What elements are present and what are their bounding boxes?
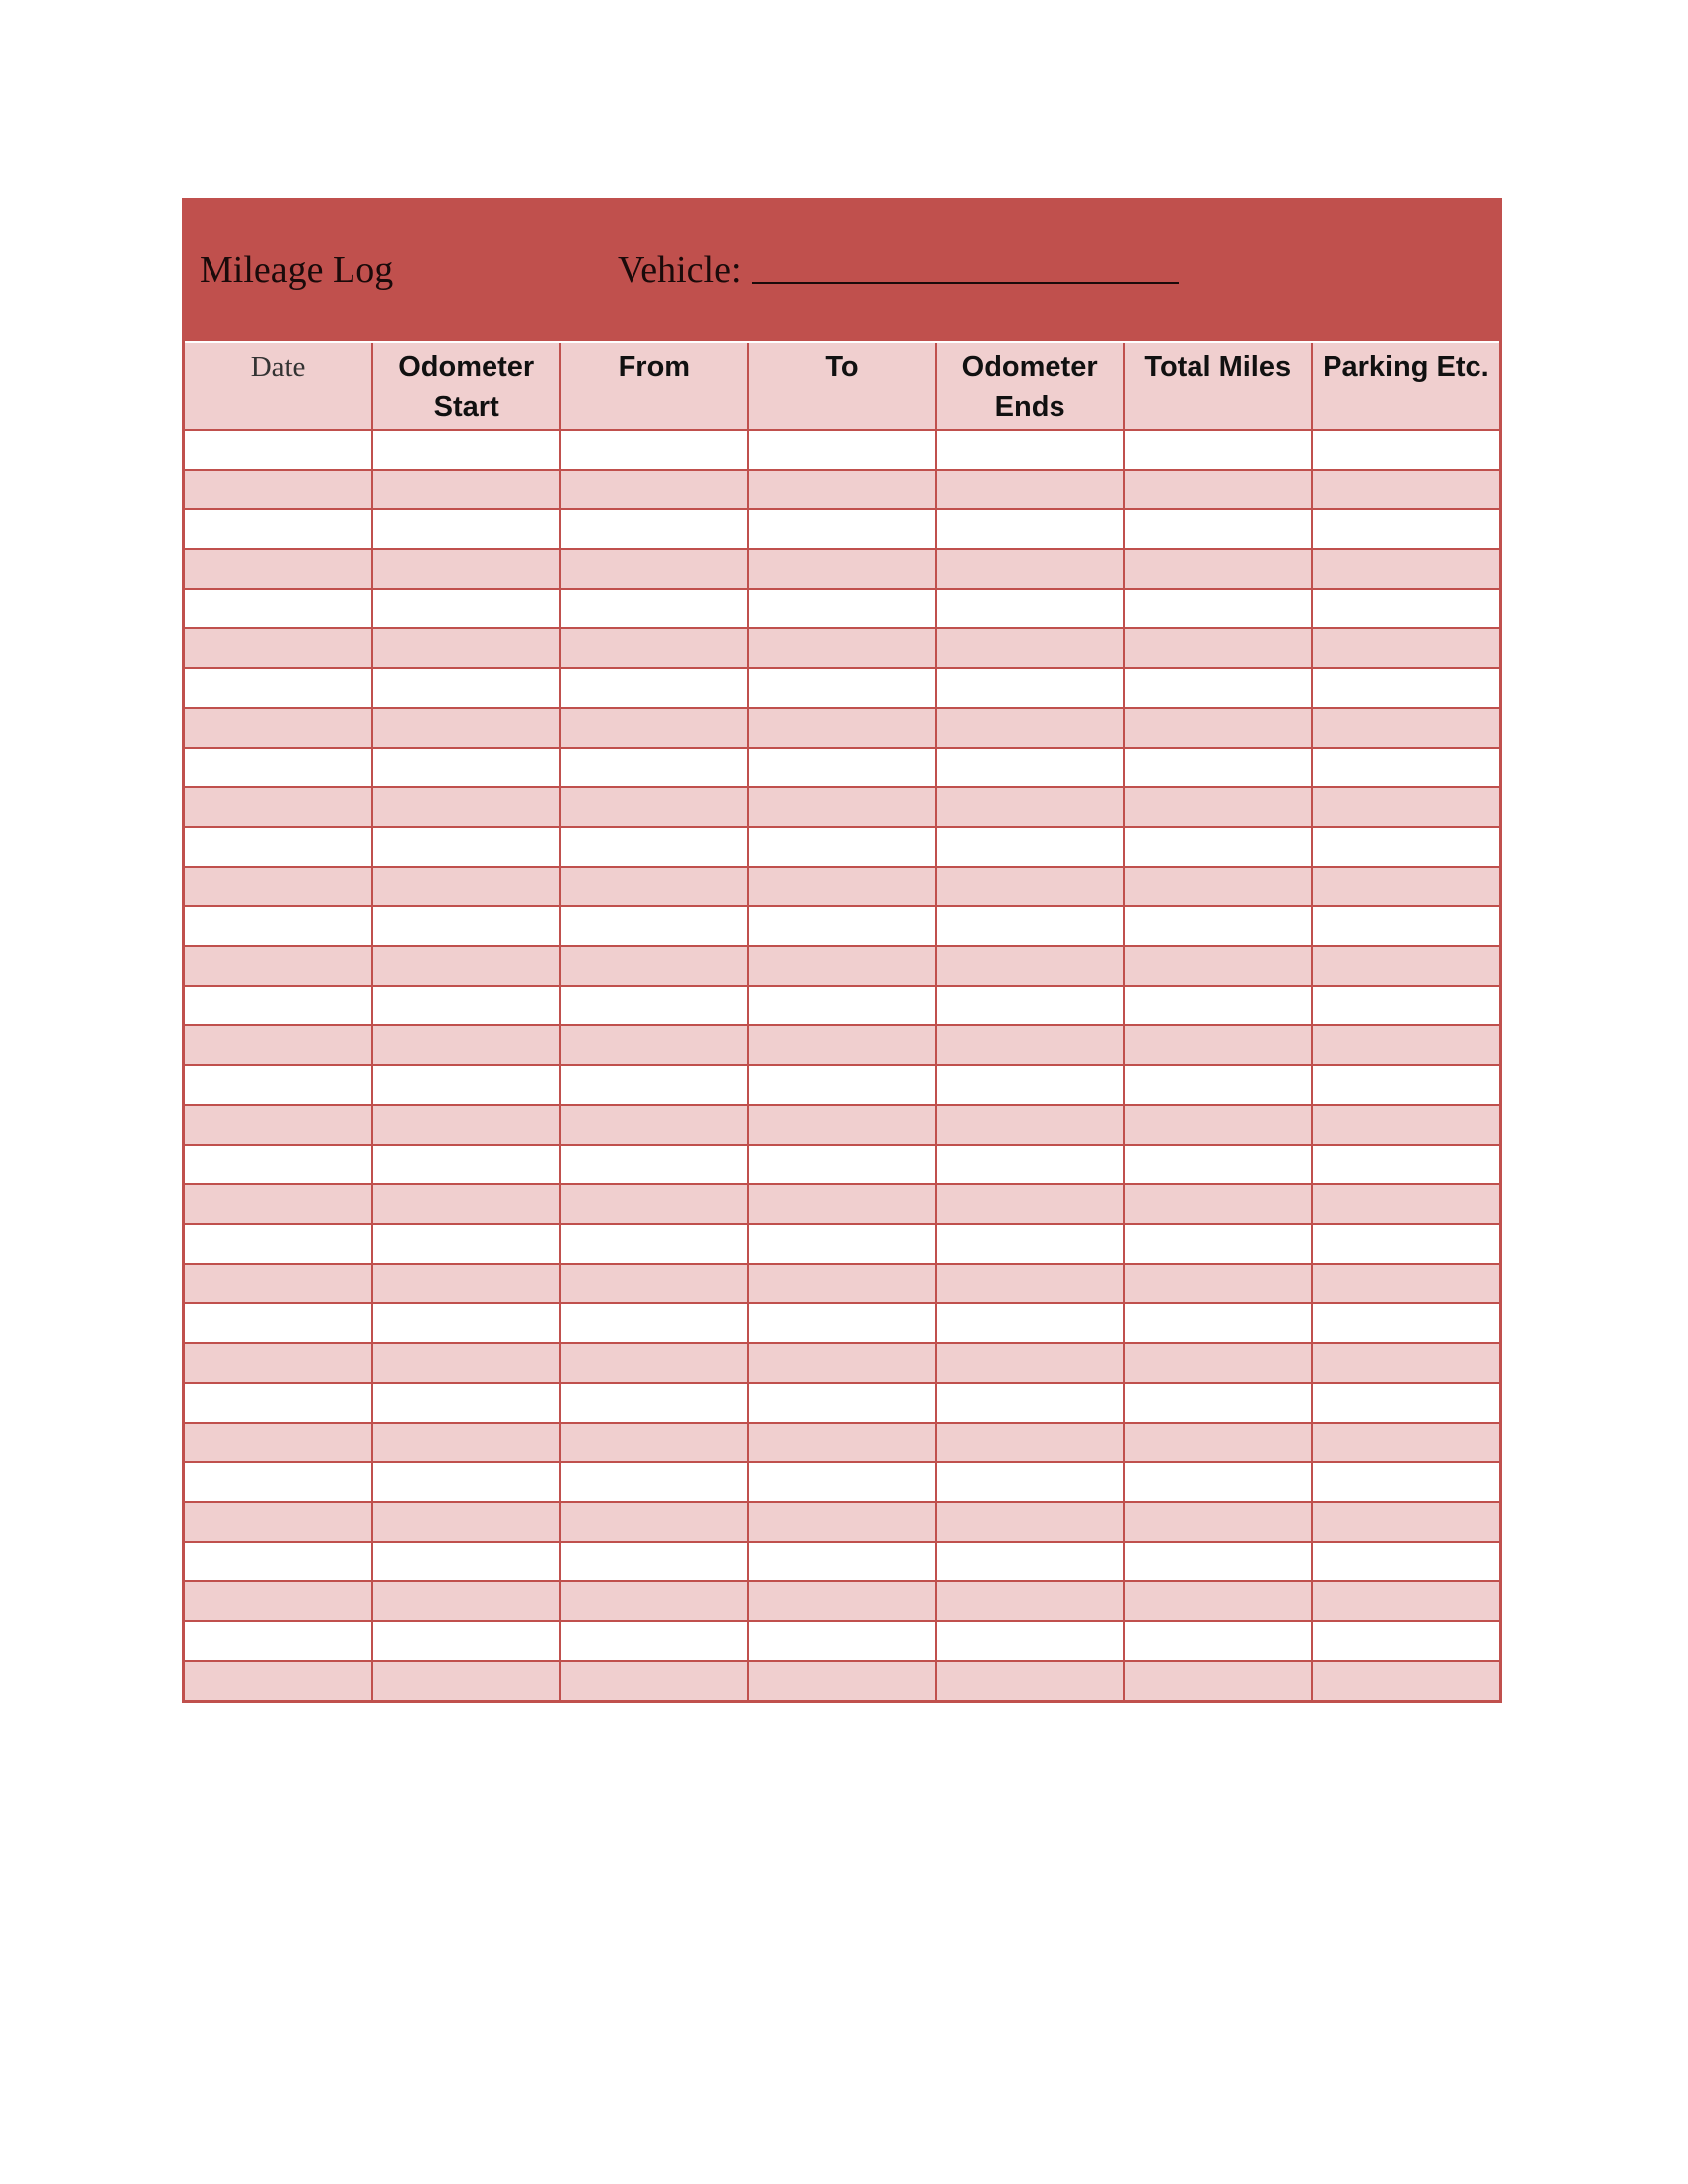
table-cell[interactable] (560, 509, 748, 549)
table-cell[interactable] (560, 1145, 748, 1184)
table-cell[interactable] (1124, 1621, 1312, 1661)
table-cell[interactable] (748, 906, 935, 946)
table-cell[interactable] (185, 1303, 372, 1343)
table-cell[interactable] (1124, 1542, 1312, 1581)
table-row (185, 1542, 1499, 1581)
table-cell[interactable] (936, 1581, 1124, 1621)
table-cell[interactable] (748, 509, 935, 549)
vehicle-blank-line[interactable] (752, 282, 1179, 284)
table-cell[interactable] (748, 1542, 935, 1581)
table-cell[interactable] (936, 1621, 1124, 1661)
table-cell[interactable] (1124, 827, 1312, 867)
table-row (185, 1621, 1499, 1661)
table-cell[interactable] (372, 1383, 560, 1423)
table-cell[interactable] (560, 708, 748, 748)
table-cell[interactable] (1312, 549, 1499, 589)
table-cell[interactable] (372, 1184, 560, 1224)
table-cell[interactable] (1312, 1661, 1499, 1700)
table-cell[interactable] (748, 470, 935, 509)
table-cell[interactable] (1312, 1383, 1499, 1423)
table-cell[interactable] (372, 827, 560, 867)
table-cell[interactable] (1312, 1184, 1499, 1224)
table-cell[interactable] (185, 1145, 372, 1184)
table-cell[interactable] (560, 1224, 748, 1264)
table-cell[interactable] (1312, 628, 1499, 668)
table-cell[interactable] (936, 1383, 1124, 1423)
table-row (185, 509, 1499, 549)
table-cell[interactable] (560, 748, 748, 787)
table-row (185, 1264, 1499, 1303)
table-cell[interactable] (372, 1621, 560, 1661)
table-cell[interactable] (185, 986, 372, 1025)
table-cell[interactable] (185, 1581, 372, 1621)
table-row (185, 1105, 1499, 1145)
table-cell[interactable] (560, 946, 748, 986)
table-cell[interactable] (560, 1065, 748, 1105)
table-row (185, 668, 1499, 708)
mileage-table (185, 343, 1499, 1700)
table-cell[interactable] (560, 787, 748, 827)
table-cell[interactable] (560, 1105, 748, 1145)
table-cell[interactable] (748, 867, 935, 906)
table-row (185, 549, 1499, 589)
table-cell[interactable] (1124, 1184, 1312, 1224)
table-cell[interactable] (372, 589, 560, 628)
table-row (185, 946, 1499, 986)
table-cell[interactable] (1124, 509, 1312, 549)
table-cell[interactable] (1124, 946, 1312, 986)
column-header-odometer-ends: Odometer Ends (936, 343, 1124, 430)
table-cell[interactable] (936, 1462, 1124, 1502)
table-cell[interactable] (1312, 986, 1499, 1025)
table-cell[interactable] (372, 1581, 560, 1621)
mileage-log-sheet (182, 198, 1502, 1703)
table-cell[interactable] (372, 1025, 560, 1065)
table-cell[interactable] (1124, 1462, 1312, 1502)
table-cell[interactable] (372, 748, 560, 787)
table-cell[interactable] (1312, 589, 1499, 628)
table-cell[interactable] (560, 1025, 748, 1065)
table-cell[interactable] (1312, 748, 1499, 787)
table-cell[interactable] (936, 1502, 1124, 1542)
table-cell[interactable] (936, 1303, 1124, 1343)
table-cell[interactable] (1124, 708, 1312, 748)
table-cell[interactable] (1312, 1224, 1499, 1264)
table-row (185, 1581, 1499, 1621)
table-cell[interactable] (748, 1145, 935, 1184)
table-cell[interactable] (560, 1303, 748, 1343)
table-cell[interactable] (560, 549, 748, 589)
log-rows (185, 430, 1499, 1700)
table-cell[interactable] (1312, 1502, 1499, 1542)
table-cell[interactable] (748, 708, 935, 748)
table-cell[interactable] (560, 1264, 748, 1303)
table-cell[interactable] (1124, 549, 1312, 589)
table-cell[interactable] (372, 1224, 560, 1264)
table-cell[interactable] (560, 1343, 748, 1383)
table-cell[interactable] (748, 1343, 935, 1383)
table-cell[interactable] (372, 1502, 560, 1542)
table-cell[interactable] (748, 589, 935, 628)
table-cell[interactable] (748, 1184, 935, 1224)
table-row (185, 1502, 1499, 1542)
table-cell[interactable] (1124, 589, 1312, 628)
table-cell[interactable] (748, 946, 935, 986)
table-cell[interactable] (1312, 867, 1499, 906)
table-row (185, 827, 1499, 867)
table-cell[interactable] (936, 1423, 1124, 1462)
table-cell[interactable] (1124, 1661, 1312, 1700)
table-cell[interactable] (185, 1462, 372, 1502)
table-cell[interactable] (748, 1621, 935, 1661)
table-cell[interactable] (372, 1264, 560, 1303)
table-cell[interactable] (936, 1105, 1124, 1145)
table-cell[interactable] (936, 1184, 1124, 1224)
table-cell[interactable] (372, 470, 560, 509)
table-cell[interactable] (185, 1025, 372, 1065)
table-row (185, 787, 1499, 827)
table-cell[interactable] (748, 1423, 935, 1462)
table-cell[interactable] (1124, 1264, 1312, 1303)
table-cell[interactable] (1312, 827, 1499, 867)
table-cell[interactable] (1124, 748, 1312, 787)
table-row (185, 430, 1499, 470)
table-row (185, 1184, 1499, 1224)
table-cell[interactable] (372, 1462, 560, 1502)
table-cell[interactable] (560, 1621, 748, 1661)
table-cell[interactable] (1312, 1025, 1499, 1065)
table-cell[interactable] (372, 1343, 560, 1383)
table-cell[interactable] (936, 668, 1124, 708)
table-cell[interactable] (1124, 430, 1312, 470)
table-cell[interactable] (560, 589, 748, 628)
table-cell[interactable] (748, 1303, 935, 1343)
table-cell[interactable] (372, 668, 560, 708)
table-cell[interactable] (748, 1264, 935, 1303)
table-cell[interactable] (185, 708, 372, 748)
table-cell[interactable] (1124, 986, 1312, 1025)
table-cell[interactable] (185, 668, 372, 708)
table-cell[interactable] (936, 628, 1124, 668)
table-cell[interactable] (1124, 628, 1312, 668)
table-cell[interactable] (936, 509, 1124, 549)
table-cell[interactable] (936, 1025, 1124, 1065)
table-cell[interactable] (560, 867, 748, 906)
table-cell[interactable] (1312, 1462, 1499, 1502)
table-cell[interactable] (372, 509, 560, 549)
table-cell[interactable] (185, 906, 372, 946)
table-cell[interactable] (560, 827, 748, 867)
table-cell[interactable] (372, 549, 560, 589)
table-cell[interactable] (372, 1542, 560, 1581)
table-cell[interactable] (936, 1542, 1124, 1581)
table-cell[interactable] (1124, 1105, 1312, 1145)
table-cell[interactable] (185, 1542, 372, 1581)
table-cell[interactable] (560, 1502, 748, 1542)
table-cell[interactable] (372, 867, 560, 906)
table-cell[interactable] (372, 430, 560, 470)
table-row (185, 1025, 1499, 1065)
table-cell[interactable] (748, 1105, 935, 1145)
table-row (185, 1303, 1499, 1343)
table-cell[interactable] (1312, 708, 1499, 748)
table-row (185, 589, 1499, 628)
table-cell[interactable] (748, 1383, 935, 1423)
header-row (185, 343, 1499, 430)
table-cell[interactable] (185, 748, 372, 787)
table-cell[interactable] (560, 1383, 748, 1423)
table-cell[interactable] (560, 906, 748, 946)
table-row (185, 1224, 1499, 1264)
table-cell[interactable] (560, 1462, 748, 1502)
table-cell[interactable] (936, 1661, 1124, 1700)
table-row (185, 906, 1499, 946)
table-cell[interactable] (1124, 668, 1312, 708)
table-cell[interactable] (560, 1423, 748, 1462)
table-cell[interactable] (560, 986, 748, 1025)
table-cell[interactable] (1124, 1025, 1312, 1065)
table-cell[interactable] (185, 1105, 372, 1145)
table-cell[interactable] (185, 867, 372, 906)
table-cell[interactable] (1124, 867, 1312, 906)
table-cell[interactable] (1124, 1145, 1312, 1184)
table-cell[interactable] (1124, 906, 1312, 946)
table-cell[interactable] (372, 708, 560, 748)
table-cell[interactable] (1124, 1502, 1312, 1542)
table-cell[interactable] (936, 787, 1124, 827)
table-row (185, 1661, 1499, 1700)
table-cell[interactable] (748, 668, 935, 708)
column-header-from: From (560, 343, 748, 430)
table-row (185, 1145, 1499, 1184)
table-cell[interactable] (748, 748, 935, 787)
table-cell[interactable] (1124, 1383, 1312, 1423)
table-cell[interactable] (936, 589, 1124, 628)
table-cell[interactable] (748, 430, 935, 470)
table-row (185, 1462, 1499, 1502)
table-cell[interactable] (1312, 1303, 1499, 1343)
table-cell[interactable] (1124, 787, 1312, 827)
table-cell[interactable] (185, 549, 372, 589)
table-cell[interactable] (748, 1581, 935, 1621)
table-cell[interactable] (936, 867, 1124, 906)
table-cell[interactable] (936, 1264, 1124, 1303)
table-cell[interactable] (185, 430, 372, 470)
table-cell[interactable] (1124, 1581, 1312, 1621)
table-cell[interactable] (372, 906, 560, 946)
table-cell[interactable] (748, 628, 935, 668)
table-row (185, 1423, 1499, 1462)
table-cell[interactable] (185, 946, 372, 986)
table-cell[interactable] (372, 787, 560, 827)
table-cell[interactable] (748, 1502, 935, 1542)
table-row (185, 708, 1499, 748)
table-cell[interactable] (936, 708, 1124, 748)
table-cell[interactable] (1124, 470, 1312, 509)
table-row (185, 1343, 1499, 1383)
table-cell[interactable] (185, 1423, 372, 1462)
table-cell[interactable] (1312, 1264, 1499, 1303)
table-cell[interactable] (185, 1661, 372, 1700)
table-cell[interactable] (936, 906, 1124, 946)
table-cell[interactable] (1312, 1065, 1499, 1105)
column-header-date: Date (185, 343, 372, 430)
table-cell[interactable] (1124, 1343, 1312, 1383)
table-cell[interactable] (748, 827, 935, 867)
table-cell[interactable] (560, 1661, 748, 1700)
table-cell[interactable] (1124, 1224, 1312, 1264)
table-cell[interactable] (185, 509, 372, 549)
table-row (185, 867, 1499, 906)
table-cell[interactable] (1312, 1145, 1499, 1184)
table-cell[interactable] (185, 1065, 372, 1105)
table-row (185, 986, 1499, 1025)
table-cell[interactable] (1312, 1621, 1499, 1661)
table-cell[interactable] (372, 1423, 560, 1462)
table-cell[interactable] (936, 946, 1124, 986)
table-cell[interactable] (748, 549, 935, 589)
table-cell[interactable] (372, 1303, 560, 1343)
table-cell[interactable] (185, 1264, 372, 1303)
table-cell[interactable] (372, 1065, 560, 1105)
table-row (185, 1383, 1499, 1423)
table-cell[interactable] (936, 1224, 1124, 1264)
table-cell[interactable] (185, 470, 372, 509)
table-cell[interactable] (936, 1065, 1124, 1105)
table-row (185, 628, 1499, 668)
table-cell[interactable] (1312, 1542, 1499, 1581)
table-cell[interactable] (748, 1224, 935, 1264)
table-cell[interactable] (372, 1661, 560, 1700)
table-cell[interactable] (1312, 1105, 1499, 1145)
table-cell[interactable] (748, 787, 935, 827)
table-row (185, 470, 1499, 509)
table-cell[interactable] (748, 986, 935, 1025)
table-cell[interactable] (1312, 906, 1499, 946)
table-cell[interactable] (936, 1343, 1124, 1383)
table-cell[interactable] (185, 1383, 372, 1423)
title-banner (185, 201, 1499, 343)
table-row (185, 748, 1499, 787)
table-cell[interactable] (1124, 1303, 1312, 1343)
table-cell[interactable] (185, 787, 372, 827)
table-cell[interactable] (372, 1145, 560, 1184)
table-cell[interactable] (1312, 1343, 1499, 1383)
table-cell[interactable] (936, 430, 1124, 470)
table-cell[interactable] (1312, 1423, 1499, 1462)
table-cell[interactable] (1312, 787, 1499, 827)
table-cell[interactable] (1312, 509, 1499, 549)
table-cell[interactable] (1312, 668, 1499, 708)
table-cell[interactable] (936, 470, 1124, 509)
table-cell[interactable] (185, 1224, 372, 1264)
table-cell[interactable] (1312, 1581, 1499, 1621)
table-cell[interactable] (560, 470, 748, 509)
table-cell[interactable] (185, 1184, 372, 1224)
vehicle-label: Vehicle: (618, 249, 742, 291)
vehicle-field (618, 248, 1179, 292)
table-cell[interactable] (1124, 1423, 1312, 1462)
column-header-to: To (748, 343, 935, 430)
table-cell[interactable] (1312, 470, 1499, 509)
table-cell[interactable] (372, 946, 560, 986)
table-cell[interactable] (560, 1581, 748, 1621)
table-cell[interactable] (560, 628, 748, 668)
table-cell[interactable] (936, 1145, 1124, 1184)
table-cell[interactable] (560, 430, 748, 470)
table-cell[interactable] (372, 986, 560, 1025)
table-cell[interactable] (560, 668, 748, 708)
column-header-odometer-start: Odometer Start (372, 343, 560, 430)
table-cell[interactable] (560, 1542, 748, 1581)
table-cell[interactable] (372, 1105, 560, 1145)
table-row (185, 1065, 1499, 1105)
table-cell[interactable] (372, 628, 560, 668)
log-title: Mileage Log (200, 249, 394, 291)
table-cell[interactable] (1312, 946, 1499, 986)
table-cell[interactable] (185, 827, 372, 867)
column-header-parking: Parking Etc. (1312, 343, 1499, 430)
table-cell[interactable] (560, 1184, 748, 1224)
table-cell[interactable] (185, 1502, 372, 1542)
table-cell[interactable] (936, 827, 1124, 867)
table-cell[interactable] (936, 986, 1124, 1025)
table-cell[interactable] (185, 628, 372, 668)
table-cell[interactable] (185, 589, 372, 628)
table-cell[interactable] (1124, 1065, 1312, 1105)
table-cell[interactable] (748, 1065, 935, 1105)
table-cell[interactable] (748, 1025, 935, 1065)
table-cell[interactable] (936, 549, 1124, 589)
table-cell[interactable] (185, 1343, 372, 1383)
table-cell[interactable] (748, 1462, 935, 1502)
table-cell[interactable] (185, 1621, 372, 1661)
column-header-total-miles: Total Miles (1124, 343, 1312, 430)
table-cell[interactable] (936, 748, 1124, 787)
table-cell[interactable] (1312, 430, 1499, 470)
table-cell[interactable] (748, 1661, 935, 1700)
